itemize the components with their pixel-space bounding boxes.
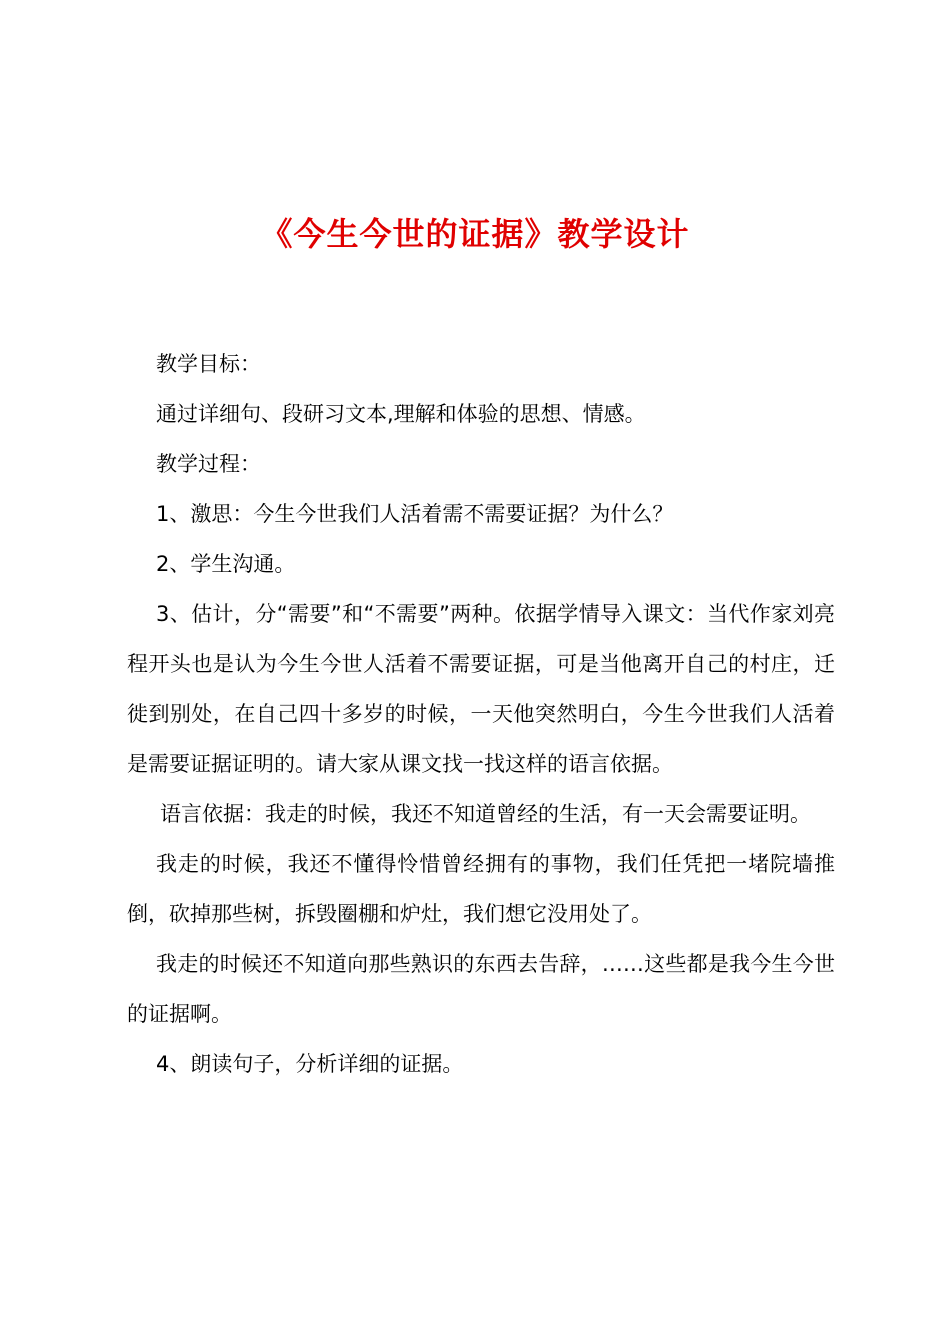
paragraph-step-3: 3、估计，分“需要”和“不需要”两种。依据学情导入课文：当代作家刘亮程开头也是认为今生今世人活着不需要证据，可是当他离开自己的村庄，迁徙到别处，在自己四十多岁的时候，一天他突然明白，今生今世我们人活着是需要证据证明的。请大家从课文找一找这样的语言依据。 [127,602,835,776]
paragraph-teaching-goal-heading: 教学目标： [156,352,261,376]
document-body [127,339,835,1089]
paragraph-step-4: 4、朗读句子，分析详细的证据。 [156,1052,464,1076]
paragraph-teaching-goal: 通过详细句、段研习文本,理解和体验的思想、情感。 [156,402,646,426]
paragraph-teaching-process-heading: 教学过程： [156,452,261,476]
paragraph-language-evidence: 语言依据：我走的时候，我还不知道曾经的生活，有一天会需要证明。 [160,802,811,826]
paragraph-quote-2: 我走的时候，我还不懂得怜惜曾经拥有的事物，我们任凭把一堵院墙推倒，砍掉那些树，拆毁圈棚和炉灶，我们想它没用处了。 [127,852,835,926]
document-title: 《今生今世的证据》教学设计 [260,215,690,253]
paragraph-step-2: 2、学生沟通。 [156,552,296,576]
paragraph-quote-3: 我走的时候还不知道向那些熟识的东西去告辞，……这些都是我今生今世的证据啊。 [127,952,835,1026]
paragraph-step-1: 1、激思：今生今世我们人活着需不需要证据？为什么？ [156,502,674,526]
